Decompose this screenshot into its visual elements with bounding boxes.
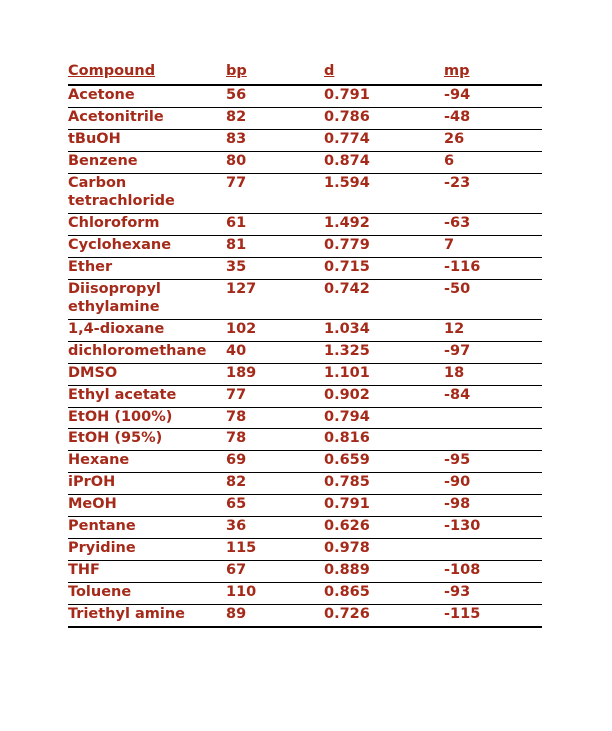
cell-d: 0.902 <box>324 386 370 403</box>
table-row <box>68 385 542 407</box>
cell-compound: 1,4-dioxane <box>68 320 165 337</box>
cell-compound: EtOH (95%) <box>68 430 163 447</box>
cell-bp: 78 <box>226 408 247 425</box>
table-header <box>68 62 542 85</box>
cell-mp: -94 <box>444 86 471 103</box>
cell-compound: Diisopropyl ethylamine <box>68 280 161 315</box>
column-header-mp: mp <box>444 63 470 79</box>
table-row <box>68 407 542 429</box>
cell-compound: Chloroform <box>68 214 160 231</box>
cell-bp: 102 <box>226 320 257 337</box>
cell-bp: 77 <box>226 174 247 191</box>
table-row <box>68 151 542 173</box>
cell-d: 0.774 <box>324 130 370 147</box>
cell-bp: 115 <box>226 540 257 557</box>
cell-bp: 56 <box>226 86 247 103</box>
cell-bp: 77 <box>226 386 247 403</box>
table-row <box>68 363 542 385</box>
cell-d: 0.786 <box>324 108 370 125</box>
cell-compound: Pryidine <box>68 540 136 557</box>
cell-compound: iPrOH <box>68 474 116 491</box>
cell-d: 1.034 <box>324 320 370 337</box>
cell-mp: 18 <box>444 364 465 381</box>
table-header-row <box>68 62 542 85</box>
cell-bp: 36 <box>226 518 247 535</box>
table-row <box>68 85 542 107</box>
cell-compound: tBuOH <box>68 130 121 147</box>
cell-compound: DMSO <box>68 364 118 381</box>
cell-compound: Acetone <box>68 86 135 103</box>
cell-compound: EtOH (100%) <box>68 408 173 425</box>
table-row <box>68 279 542 319</box>
table-row <box>68 539 542 561</box>
cell-d: 0.785 <box>324 474 370 491</box>
column-header-compound: Compound <box>68 63 156 79</box>
cell-d: 0.889 <box>324 562 370 579</box>
cell-mp: -84 <box>444 386 471 403</box>
cell-mp: -108 <box>444 562 481 579</box>
cell-mp <box>444 429 542 451</box>
cell-bp: 80 <box>226 152 247 169</box>
cell-d: 0.791 <box>324 496 370 513</box>
column-header-bp: bp <box>226 63 247 79</box>
cell-compound: Cyclohexane <box>68 236 172 253</box>
table-row <box>68 451 542 473</box>
cell-compound: Hexane <box>68 452 130 469</box>
cell-d: 0.626 <box>324 518 370 535</box>
cell-d: 0.791 <box>324 86 370 103</box>
cell-bp: 82 <box>226 108 247 125</box>
cell-bp: 35 <box>226 258 247 275</box>
table-row <box>68 173 542 213</box>
table-row <box>68 107 542 129</box>
cell-mp: 12 <box>444 320 465 337</box>
cell-d: 0.659 <box>324 452 370 469</box>
cell-bp: 127 <box>226 280 257 297</box>
cell-d: 1.594 <box>324 174 370 191</box>
cell-mp: -90 <box>444 474 471 491</box>
cell-d: 0.726 <box>324 606 370 623</box>
cell-mp: 7 <box>444 236 455 253</box>
cell-d: 1.101 <box>324 364 370 381</box>
table-row <box>68 341 542 363</box>
cell-compound: Ethyl acetate <box>68 386 177 403</box>
cell-compound: Toluene <box>68 584 132 601</box>
cell-bp: 189 <box>226 364 257 381</box>
cell-mp: 6 <box>444 152 455 169</box>
cell-bp: 82 <box>226 474 247 491</box>
cell-mp: -98 <box>444 496 471 513</box>
cell-bp: 61 <box>226 214 247 231</box>
cell-mp: -130 <box>444 518 481 535</box>
cell-d: 1.492 <box>324 214 370 231</box>
cell-d: 0.816 <box>324 430 370 447</box>
cell-compound: Ether <box>68 258 113 275</box>
cell-mp: -63 <box>444 214 471 231</box>
cell-compound: Pentane <box>68 518 136 535</box>
cell-d: 0.715 <box>324 258 370 275</box>
cell-d: 0.742 <box>324 280 370 297</box>
cell-mp: -50 <box>444 280 471 297</box>
cell-d: 0.779 <box>324 236 370 253</box>
column-header-d: d <box>324 63 335 79</box>
cell-mp: -23 <box>444 174 471 191</box>
table-row <box>68 257 542 279</box>
cell-bp: 78 <box>226 430 247 447</box>
table-row <box>68 605 542 627</box>
cell-mp: -115 <box>444 606 481 623</box>
cell-bp: 81 <box>226 236 247 253</box>
table-row <box>68 213 542 235</box>
table-row <box>68 473 542 495</box>
cell-bp: 40 <box>226 342 247 359</box>
solvent-properties-table <box>68 62 542 628</box>
cell-d: 0.794 <box>324 408 370 425</box>
cell-mp: -95 <box>444 452 471 469</box>
table-row <box>68 429 542 451</box>
cell-mp: -116 <box>444 258 481 275</box>
cell-compound: Acetonitrile <box>68 108 164 125</box>
cell-d: 0.874 <box>324 152 370 169</box>
cell-compound: THF <box>68 562 100 579</box>
cell-bp: 89 <box>226 606 247 623</box>
cell-mp: -97 <box>444 342 471 359</box>
cell-compound: MeOH <box>68 496 117 513</box>
table-body <box>68 85 542 627</box>
table-row <box>68 583 542 605</box>
cell-compound: Benzene <box>68 152 138 169</box>
cell-mp: -93 <box>444 584 471 601</box>
cell-mp <box>444 539 542 561</box>
cell-mp: -48 <box>444 108 471 125</box>
table-row <box>68 235 542 257</box>
cell-d: 0.865 <box>324 584 370 601</box>
table-row <box>68 319 542 341</box>
table-row <box>68 495 542 517</box>
cell-mp: 26 <box>444 130 465 147</box>
cell-d: 0.978 <box>324 540 370 557</box>
cell-compound: Carbon tetrachloride <box>68 174 175 209</box>
cell-bp: 67 <box>226 562 247 579</box>
cell-bp: 69 <box>226 452 247 469</box>
table-row <box>68 561 542 583</box>
cell-mp <box>444 407 542 429</box>
cell-d: 1.325 <box>324 342 370 359</box>
cell-compound: dichloromethane <box>68 342 207 359</box>
cell-compound: Triethyl amine <box>68 606 185 623</box>
table-row <box>68 517 542 539</box>
solvent-properties-table-wrapper <box>68 62 542 628</box>
cell-bp: 110 <box>226 584 257 601</box>
table-row <box>68 129 542 151</box>
cell-bp: 83 <box>226 130 247 147</box>
cell-bp: 65 <box>226 496 247 513</box>
